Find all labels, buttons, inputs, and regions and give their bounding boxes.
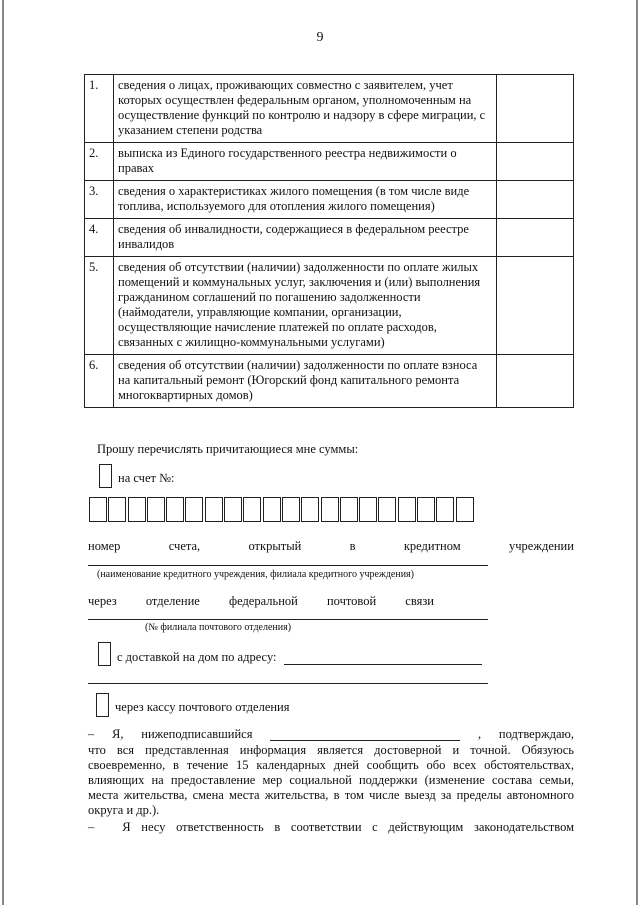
declaration-first-line xyxy=(88,727,574,742)
word-confirm: подтверждаю, xyxy=(498,727,574,741)
account-line-word: счета, xyxy=(168,539,201,553)
declaration-line-1: что вся представленная информация является достоверной и точной. Обязуюсь xyxy=(88,743,574,757)
table-row xyxy=(85,257,574,355)
account-digit-cell[interactable] xyxy=(147,497,165,522)
post-line-word: связи xyxy=(405,594,434,608)
table-row xyxy=(85,181,574,219)
row-number: 4. xyxy=(85,219,114,257)
row-description: сведения о лицах, проживающих совместно с заявителем, учет которых осуществлен федеральным органом, уполномоченным на осуществление функций по контролю и надзору в сфере миграции, с указанием степени родства xyxy=(114,75,497,143)
page-number: 9 xyxy=(316,30,324,45)
row-mark-cell[interactable] xyxy=(497,75,574,143)
table-row xyxy=(85,355,574,408)
row-mark-cell[interactable] xyxy=(497,257,574,355)
account-line-word: учреждении xyxy=(508,539,574,553)
table-row xyxy=(85,75,574,143)
declaration-line-5: округа и др.). xyxy=(88,803,160,817)
account-digit-cell[interactable] xyxy=(359,497,377,522)
post-caption: (№ филиала почтового отделения) xyxy=(145,622,292,633)
row-number: 6. xyxy=(85,355,114,408)
account-digit-cell[interactable] xyxy=(243,497,261,522)
bank-caption: (наименование кредитного учреждения, филиала кредитного учреждения) xyxy=(97,569,414,580)
checkbox-home-delivery[interactable] xyxy=(98,642,111,666)
dash-2: – xyxy=(88,820,95,834)
bank-name-line[interactable] xyxy=(88,565,488,566)
row-description: сведения об инвалидности, содержащиеся в федеральном реестре инвалидов xyxy=(114,219,497,257)
to-account-label: на счет №: xyxy=(118,471,175,485)
row-description: выписка из Единого государственного реестра недвижимости о правах xyxy=(114,143,497,181)
post-line-word: федеральной xyxy=(228,594,298,608)
post-line-word: почтовой xyxy=(326,594,377,608)
account-digit-cell[interactable] xyxy=(185,497,203,522)
row-description: сведения о характеристиках жилого помещения (в том числе виде топлива, используемого для отопления жилого помещения) xyxy=(114,181,497,219)
home-delivery-label: с доставкой на дом по адресу: xyxy=(117,650,277,664)
account-number-cells[interactable] xyxy=(89,497,475,522)
account-digit-cell[interactable] xyxy=(301,497,319,522)
account-digit-cell[interactable] xyxy=(398,497,416,522)
declaration-line-2: своевременно, в течение 15 календарных дней сообщить обо всех обстоятельствах, xyxy=(88,758,574,772)
dash-1: – xyxy=(88,727,95,741)
post-line-word: через xyxy=(88,594,117,608)
checkbox-to-account[interactable] xyxy=(99,464,112,488)
row-number: 2. xyxy=(85,143,114,181)
address-line[interactable] xyxy=(284,664,482,665)
post-line xyxy=(88,594,434,609)
checkbox-post-cashier[interactable] xyxy=(96,693,109,717)
table-row xyxy=(85,143,574,181)
documents-table xyxy=(84,74,574,408)
declaration-paragraph xyxy=(88,743,574,818)
account-digit-cell[interactable] xyxy=(417,497,435,522)
declaration-second-item xyxy=(88,820,574,835)
row-number: 1. xyxy=(85,75,114,143)
account-digit-cell[interactable] xyxy=(128,497,146,522)
account-digit-cell[interactable] xyxy=(205,497,223,522)
row-description: сведения об отсутствии (наличии) задолженности по оплате взноса на капитальный ремонт (Югорский фонд капитального ремонта многоквартирных домов) xyxy=(114,355,497,408)
account-digit-cell[interactable] xyxy=(263,497,281,522)
account-digit-cell[interactable] xyxy=(436,497,454,522)
declaration-line-4: места жительства, смена места жительства, в том числе выезд за пределы автономного xyxy=(88,788,574,802)
declaration-line-3: влияющих на предоставление мер социальной поддержки (изменение состава семьи, xyxy=(88,773,574,787)
row-description: сведения об отсутствии (наличии) задолженности по оплате жилых помещений и коммунальных услуг, заключения и (или) выполнения гражданином соглашений по погашению задолженности (наймодатели, управляющие компании, организации, осуществляющие начисление платежей по оплате расходов, связанных с жилищно-коммунальными услугами) xyxy=(114,257,497,355)
scan-edge-left xyxy=(2,0,4,905)
account-digit-cell[interactable] xyxy=(378,497,396,522)
account-line-word: номер xyxy=(88,539,121,553)
row-mark-cell[interactable] xyxy=(497,219,574,257)
post-line-word: отделение xyxy=(145,594,200,608)
account-digit-cell[interactable] xyxy=(224,497,242,522)
comma: , xyxy=(478,727,482,741)
row-number: 3. xyxy=(85,181,114,219)
row-mark-cell[interactable] xyxy=(497,143,574,181)
signer-name-line[interactable] xyxy=(270,727,460,741)
row-number: 5. xyxy=(85,257,114,355)
responsibility-text: Я несу ответственность в соответствии с действующим законодательством xyxy=(122,820,574,834)
payment-intro: Прошу перечислять причитающиеся мне суммы: xyxy=(97,442,359,456)
post-cashier-label: через кассу почтового отделения xyxy=(115,700,290,714)
account-digit-cell[interactable] xyxy=(108,497,126,522)
word-undersigned: нижеподписавшийся xyxy=(141,727,253,741)
row-mark-cell[interactable] xyxy=(497,181,574,219)
account-line-word: кредитном xyxy=(403,539,461,553)
address-line-2[interactable] xyxy=(88,683,488,684)
account-digit-cell[interactable] xyxy=(321,497,339,522)
account-line xyxy=(88,539,574,554)
word-ya: Я, xyxy=(112,727,124,741)
account-digit-cell[interactable] xyxy=(166,497,184,522)
account-line-word: открытый xyxy=(248,539,302,553)
post-branch-line[interactable] xyxy=(88,619,488,620)
account-digit-cell[interactable] xyxy=(282,497,300,522)
account-digit-cell[interactable] xyxy=(340,497,358,522)
table-row xyxy=(85,219,574,257)
scan-edge-right xyxy=(636,0,638,905)
account-digit-cell[interactable] xyxy=(89,497,107,522)
account-line-word: в xyxy=(349,539,356,553)
row-mark-cell[interactable] xyxy=(497,355,574,408)
account-digit-cell[interactable] xyxy=(456,497,474,522)
